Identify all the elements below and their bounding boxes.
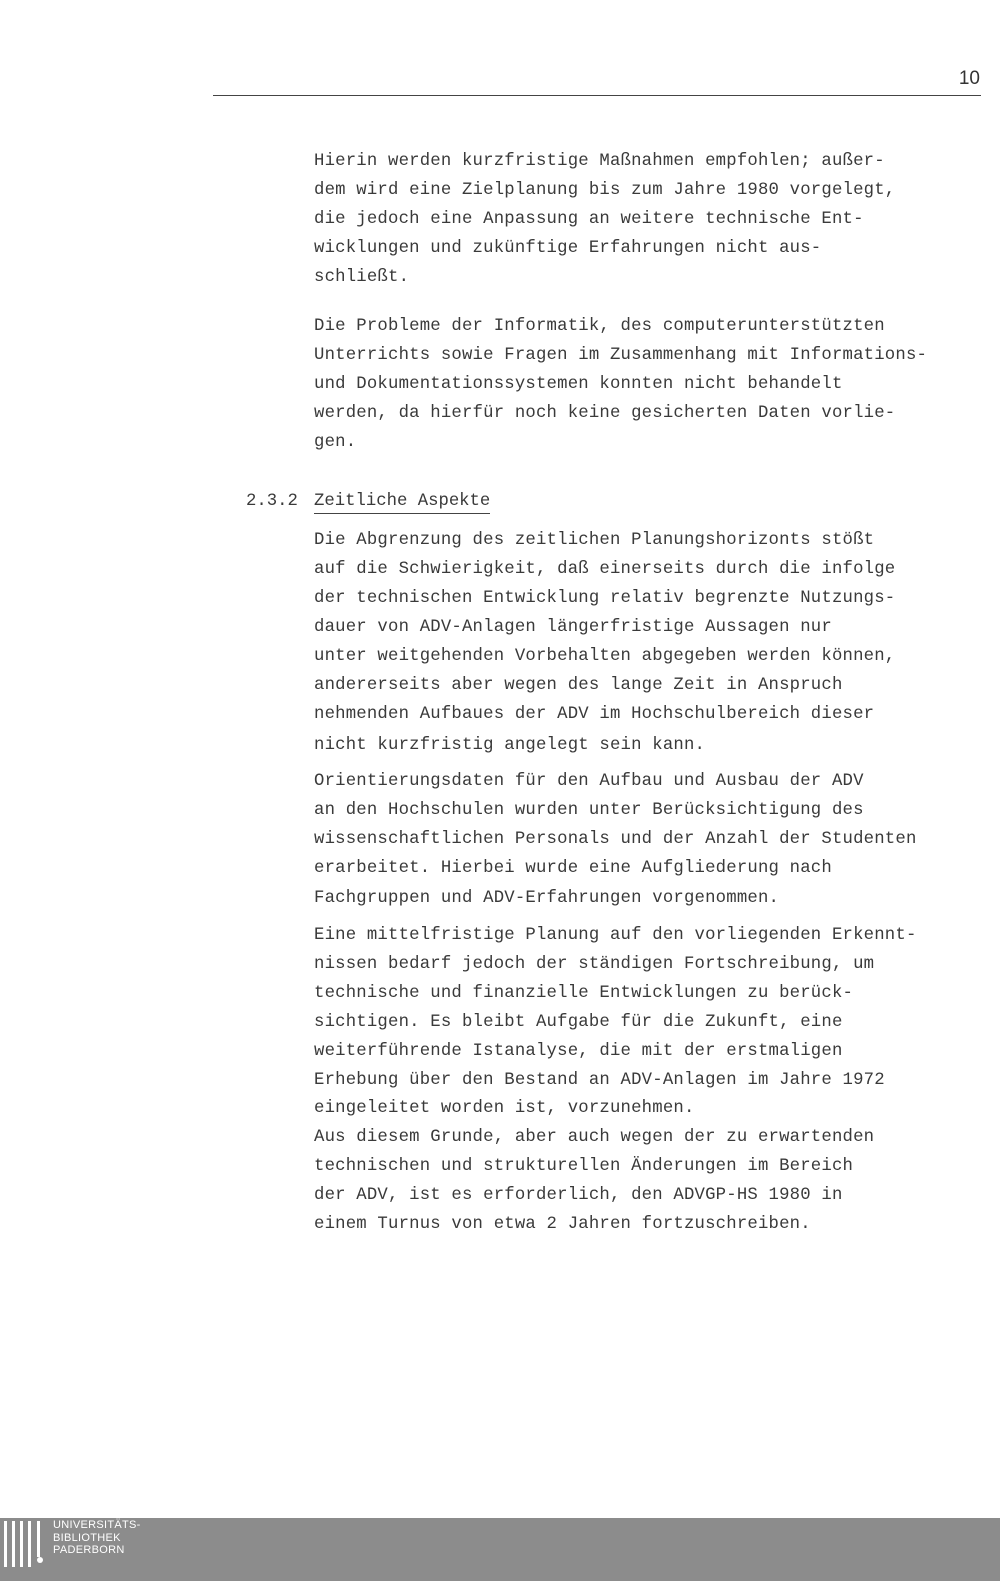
text-line: einem Turnus von etwa 2 Jahren fortzuschreiben.: [314, 1215, 811, 1234]
text-line: Fachgruppen und ADV-Erfahrungen vorgenommen.: [314, 889, 780, 908]
text-line: gen.: [314, 433, 357, 452]
text-line: auf die Schwierigkeit, daß einerseits durch die infolge: [314, 560, 896, 579]
text-line: dauer von ADV-Anlagen längerfristige Aussagen nur: [314, 618, 832, 637]
text-line: und Dokumentationssystemen konnten nicht behandelt: [314, 375, 843, 394]
text-line: die jedoch eine Anpassung an weitere technische Ent-: [314, 210, 864, 229]
page-number: 10: [958, 68, 980, 89]
text-line: Eine mittelfristige Planung auf den vorliegenden Erkennt-: [314, 926, 917, 945]
text-line: erarbeitet. Hierbei wurde eine Aufgliederung nach: [314, 859, 832, 878]
text-line: nehmenden Aufbaues der ADV im Hochschulbereich dieser: [314, 705, 875, 724]
text-line: schließt.: [314, 268, 410, 287]
text-line: nissen bedarf jedoch der ständigen Fortschreibung, um: [314, 955, 875, 974]
text-line: Unterrichts sowie Fragen im Zusammenhang mit Informations-: [314, 346, 928, 365]
logo-line: BIBLIOTHEK: [53, 1531, 121, 1544]
logo-line: UNIVERSITÄTS-: [53, 1519, 141, 1531]
logo-line: PADERBORN: [53, 1544, 125, 1556]
text-line: technische und finanzielle Entwicklungen zu berück-: [314, 984, 854, 1003]
text-line: Erhebung über den Bestand an ADV-Anlagen im Jahre 1972: [314, 1071, 885, 1090]
text-line: andererseits aber wegen des lange Zeit in Anspruch: [314, 676, 843, 695]
section-title: Zeitliche Aspekte: [314, 492, 490, 514]
text-line: werden, da hierfür noch keine gesicherten Daten vorlie-: [314, 404, 896, 423]
text-line: der technischen Entwicklung relativ begrenzte Nutzungs-: [314, 589, 896, 608]
text-line: Hierin werden kurzfristige Maßnahmen empfohlen; außer-: [314, 152, 885, 171]
section-number: 2.3.2: [246, 492, 298, 511]
header-rule: [213, 95, 981, 96]
text-line: weiterführende Istanalyse, die mit der erstmaligen: [314, 1042, 843, 1061]
text-line: Orientierungsdaten für den Aufbau und Ausbau der ADV: [314, 772, 864, 791]
text-line: unter weitgehenden Vorbehalten abgegeben werden können,: [314, 647, 896, 666]
text-line: dem wird eine Zielplanung bis zum Jahre 1980 vorgelegt,: [314, 181, 896, 200]
footer-bar: [0, 1518, 1000, 1581]
text-line: Aus diesem Grunde, aber auch wegen der zu erwartenden: [314, 1128, 875, 1147]
text-line: der ADV, ist es erforderlich, den ADVGP-HS 1980 in: [314, 1186, 843, 1205]
logo-dot-icon: [37, 1557, 43, 1563]
text-line: wicklungen und zukünftige Erfahrungen nicht aus-: [314, 239, 822, 258]
text-line: Die Probleme der Informatik, des computerunterstützten: [314, 317, 885, 336]
text-line: eingeleitet worden ist, vorzunehmen.: [314, 1099, 695, 1118]
text-line: technischen und strukturellen Änderungen im Bereich: [314, 1157, 854, 1176]
text-line: sichtigen. Es bleibt Aufgabe für die Zukunft, eine: [314, 1013, 843, 1032]
text-line: nicht kurzfristig angelegt sein kann.: [314, 736, 706, 755]
library-logo-text: [53, 1519, 141, 1557]
text-line: an den Hochschulen wurden unter Berücksichtigung des: [314, 801, 864, 820]
text-line: Die Abgrenzung des zeitlichen Planungshorizonts stößt: [314, 531, 875, 550]
text-line: wissenschaftlichen Personals und der Anzahl der Studenten: [314, 830, 917, 849]
